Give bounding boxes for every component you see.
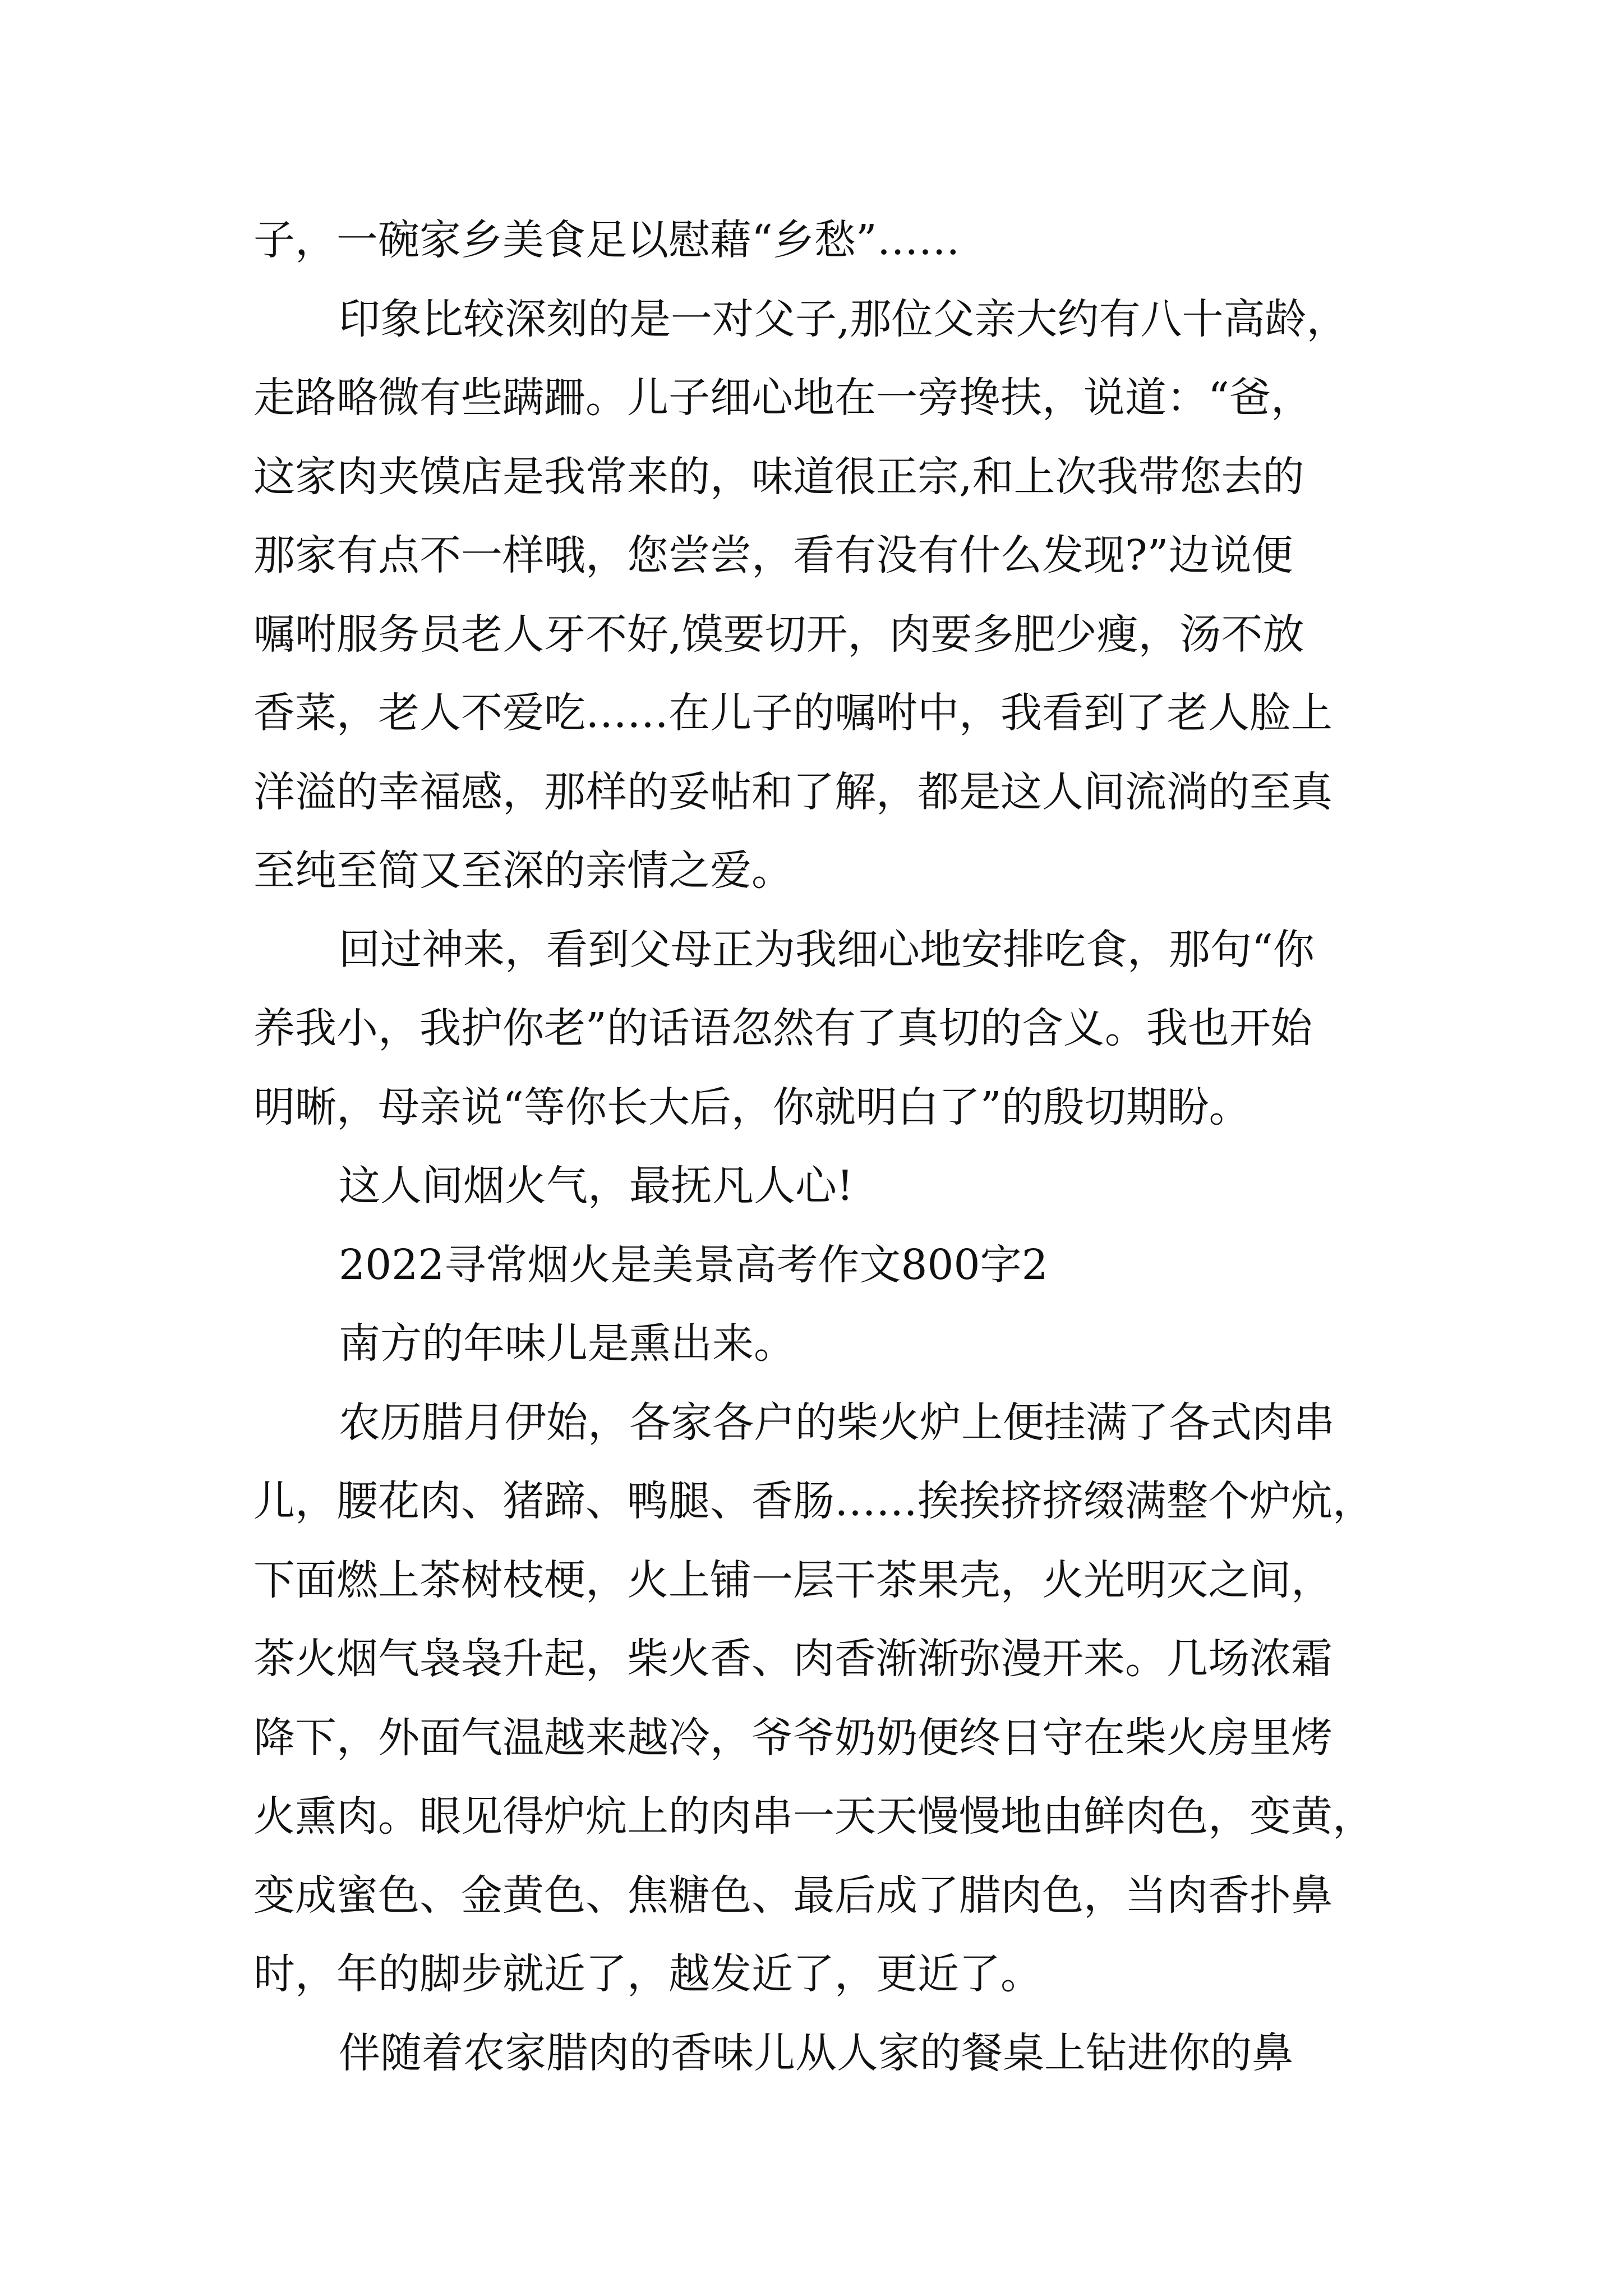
document-body <box>253 201 1375 2092</box>
text-line: 印象比较深刻的是一对父子,那位父亲大约有八十高龄， <box>339 295 1348 343</box>
text-line: 走路略微有些蹒跚。儿子细心地在一旁搀扶，说道：“爸， <box>253 374 1312 422</box>
text-line: 洋溢的幸福感，那样的妥帖和了解，都是这人间流淌的至真 <box>253 767 1332 816</box>
text-line: 回过神来，看到父母正为我细心地安排吃食，那句“你 <box>339 925 1315 974</box>
text-line: 降下，外面气温越来越冷，爷爷奶奶便终日守在柴火房里烤 <box>253 1713 1332 1762</box>
text-line: 伴随着农家腊肉的香味儿从人家的餐桌上钻进你的鼻 <box>339 2028 1293 2077</box>
text-line: 变成蜜色、金黄色、焦糖色、最后成了腊肉色，当肉香扑鼻 <box>253 1871 1332 1920</box>
text-line: 香菜，老人不爱吃……在儿子的嘱咐中，我看到了老人脸上 <box>253 689 1332 737</box>
text-line: 时，年的脚步就近了，越发近了，更近了。 <box>253 1950 1042 1998</box>
text-line: 这人间烟火气，最抚凡人心! <box>339 1162 854 1210</box>
text-line: 农历腊月伊始，各家各户的柴火炉上便挂满了各式肉串 <box>339 1398 1335 1447</box>
text-line: 南方的年味儿是熏出来。 <box>339 1319 795 1368</box>
text-line: 下面燃上茶树枝梗，火上铺一层干茶果壳，火光明灭之间， <box>253 1556 1332 1604</box>
text-line: 子，一碗家乡美食足以慰藉“乡愁”…… <box>253 216 960 264</box>
section-heading: 2022寻常烟火是美景高考作文800字2 <box>339 1240 1048 1289</box>
text-line: 嘱咐服务员老人牙不好,馍要切开，肉要多肥少瘦，汤不放 <box>253 610 1304 659</box>
text-line: 养我小，我护你老”的话语忽然有了真切的含义。我也开始 <box>253 1004 1312 1052</box>
text-line: 这家肉夹馍店是我常来的，味道很正宗,和上次我带您去的 <box>253 452 1304 501</box>
text-line: 至纯至简又至深的亲情之爱。 <box>253 846 793 895</box>
text-line: 茶火烟气袅袅升起，柴火香、肉香渐渐弥漫开来。几场浓霜 <box>253 1635 1332 1683</box>
text-line: 明晰，母亲说“等你长大后，你就明白了”的殷切期盼。 <box>253 1083 1251 1131</box>
text-line: 火熏肉。眼见得炉炕上的肉串一天天慢慢地由鲜肉色，变黄， <box>253 1792 1374 1841</box>
text-line: 那家有点不一样哦，您尝尝，看有没有什么发现?”边说便 <box>253 531 1293 579</box>
text-line: 儿，腰花肉、猪蹄、鸭腿、香肠……挨挨挤挤缀满整个炉炕， <box>253 1477 1374 1525</box>
